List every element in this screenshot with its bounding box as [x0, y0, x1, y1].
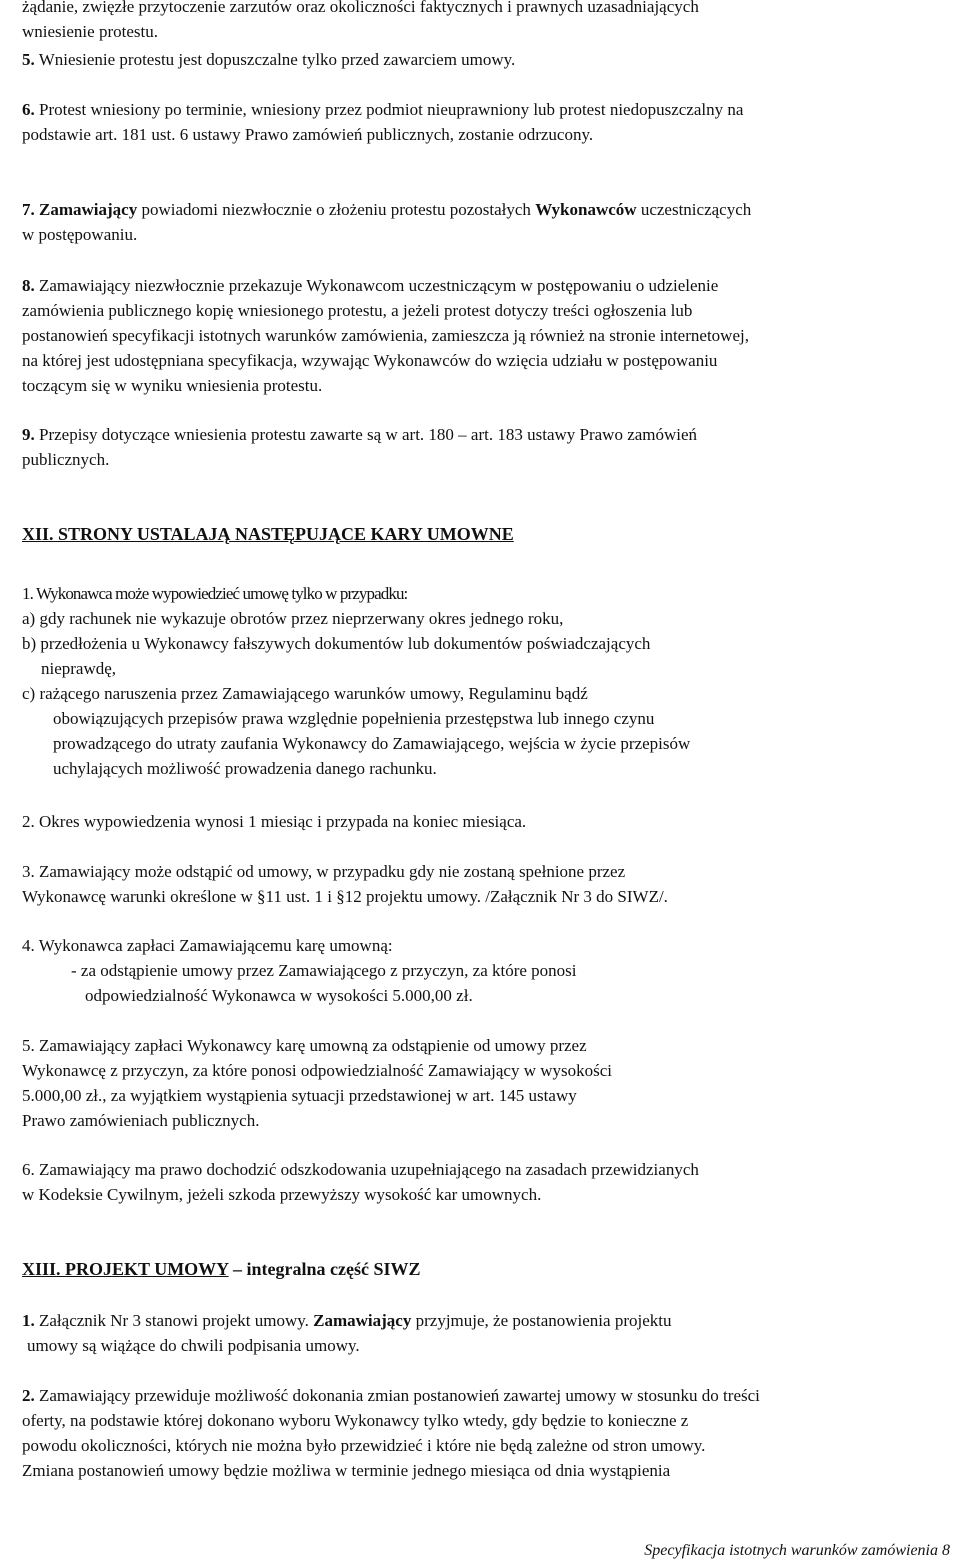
paragraph-6	[22, 97, 952, 147]
text-line: Prawo zamówieniach publicznych.	[22, 1111, 260, 1130]
text-line: umowy są wiążące do chwili podpisania umowy.	[27, 1336, 360, 1355]
penalty-item-1	[22, 581, 952, 781]
text-line: 5.000,00 zł., za wyjątkiem wystąpienia sytuacji przedstawionej w art. 145 ustawy	[22, 1086, 577, 1105]
list-item-a: a) gdy rachunek nie wykazuje obrotów przez nieprzerwany okres jednego roku,	[22, 609, 564, 628]
text-line: prowadzącego do utraty zaufania Wykonawcy do Zamawiającego, wejścia w życie przepisów	[53, 734, 691, 753]
text-line: w postępowaniu.	[22, 225, 138, 244]
text-line: zamówienia publicznego kopię wniesionego protestu, a jeżeli protest dotyczy treści ogłoszenia lub	[22, 301, 693, 320]
item-number: 2.	[22, 1386, 35, 1405]
text-line: Wniesienie protestu jest dopuszczalne tylko przed zawarciem umowy.	[34, 50, 516, 69]
text-line: nieprawdę,	[41, 659, 117, 678]
section-13-heading	[22, 1257, 952, 1282]
page-footer: Specyfikacja istotnych warunków zamówienia 8	[644, 1542, 950, 1559]
text-line: Zmiana postanowień umowy będzie możliwa w terminie jednego miesiąca od dnia wystąpienia	[22, 1461, 671, 1480]
text-line: w Kodeksie Cywilnym, jeżeli szkoda przewyższy wysokość kar umownych.	[22, 1185, 542, 1204]
paragraph-5	[22, 47, 952, 72]
text-fragment: Załącznik Nr 3 stanowi projekt umowy.	[34, 1311, 314, 1330]
text-line: wniesienie protestu.	[22, 22, 158, 41]
text-line: Protest wniesiony po terminie, wniesiony przez podmiot nieuprawniony lub protest niedopuszczalny na	[34, 100, 744, 119]
text-line: postanowień specyfikacji istotnych warunków zamówienia, zamieszcza ją również na stronie internetowej,	[22, 326, 749, 345]
item-number: 7.	[22, 200, 35, 219]
text-line: 4. Wykonawca zapłaci Zamawiającemu karę umowną:	[22, 936, 393, 955]
text-line: 1. Wykonawca może wypowiedzieć umowę tylko w przypadku:	[22, 584, 408, 603]
text-line: obowiązujących przepisów prawa względnie popełnienia przestępstwa lub innego czynu	[53, 709, 655, 728]
section-12-heading	[22, 522, 952, 547]
item-number: 9.	[22, 425, 35, 444]
section-heading: XII. STRONY USTALAJĄ NASTĘPUJĄCE KARY UMOWNE	[22, 524, 514, 544]
text-line: - za odstąpienie umowy przez Zamawiającego z przyczyn, za które ponosi	[71, 961, 577, 980]
text-fragment: przyjmuje, że postanowienia projektu	[411, 1311, 672, 1330]
text-line: 6. Zamawiający ma prawo dochodzić odszkodowania uzupełniającego na zasadach przewidzianych	[22, 1160, 699, 1179]
paragraph-8	[22, 273, 952, 398]
list-item-c: c) rażącego naruszenia przez Zamawiającego warunków umowy, Regulaminu bądź	[22, 684, 588, 703]
section-heading: XIII. PROJEKT UMOWY	[22, 1259, 229, 1279]
paragraph-7	[22, 197, 952, 247]
penalty-item-3	[22, 859, 952, 909]
penalty-item-5	[22, 1033, 952, 1133]
text-line: 2. Okres wypowiedzenia wynosi 1 miesiąc i przypada na koniec miesiąca.	[22, 812, 527, 831]
project-item-1	[22, 1308, 952, 1358]
item-number: 5.	[22, 50, 35, 69]
text-line: odpowiedzialność Wykonawca w wysokości 5.000,00 zł.	[85, 986, 473, 1005]
text-line: żądanie, zwięzłe przytoczenie zarzutów oraz okoliczności faktycznych i prawnych uzasadniających	[22, 0, 699, 16]
text-fragment: powiadomi niezwłocznie o złożeniu protestu pozostałych	[137, 200, 536, 219]
section-heading-suffix: – integralna część SIWZ	[228, 1259, 421, 1279]
list-item-b: b) przedłożenia u Wykonawcy fałszywych dokumentów lub dokumentów poświadczających	[22, 634, 651, 653]
text-line: na której jest udostępniana specyfikacja, wzywając Wykonawców do wzięcia udziału w postępowaniu	[22, 351, 718, 370]
bold-term: Zamawiający	[313, 1311, 412, 1330]
text-line: uchylających możliwość prowadzenia danego rachunku.	[53, 759, 437, 778]
bold-term: Zamawiający	[39, 200, 138, 219]
text-line: Wykonawcę z przyczyn, za które ponosi odpowiedzialność Zamawiający w wysokości	[22, 1061, 612, 1080]
text-line: toczącym się w wyniku wniesienia protestu.	[22, 376, 323, 395]
text-line: oferty, na podstawie której dokonano wyboru Wykonawcy tylko wtedy, gdy będzie to konieczne z	[22, 1411, 689, 1430]
penalty-item-4	[22, 933, 952, 1008]
paragraph-4-continuation	[22, 0, 952, 44]
paragraph-9	[22, 422, 952, 472]
text-line: Zamawiający niezwłocznie przekazuje Wykonawcom uczestniczącym w postępowaniu o udzielenie	[34, 276, 719, 295]
penalty-item-6	[22, 1157, 952, 1207]
text-line: Przepisy dotyczące wniesienia protestu zawarte są w art. 180 – art. 183 ustawy Prawo zamówień	[34, 425, 698, 444]
penalty-item-2	[22, 809, 952, 834]
text-line: Wykonawcę warunki określone w §11 ust. 1 i §12 projektu umowy. /Załącznik Nr 3 do SIWZ/.	[22, 887, 668, 906]
text-line: publicznych.	[22, 450, 110, 469]
item-number: 1.	[22, 1311, 35, 1330]
text-line: 3. Zamawiający może odstąpić od umowy, w przypadku gdy nie zostaną spełnione przez	[22, 862, 626, 881]
text-line: podstawie art. 181 ust. 6 ustawy Prawo zamówień publicznych, zostanie odrzucony.	[22, 125, 594, 144]
text-line: powodu okoliczności, których nie można było przewidzieć i które nie będą zależne od stron umowy.	[22, 1436, 706, 1455]
bold-term: Wykonawców	[535, 200, 637, 219]
text-fragment: uczestniczących	[636, 200, 752, 219]
text-line: Zamawiający przewiduje możliwość dokonania zmian postanowień zawartej umowy w stosunku do treści	[34, 1386, 760, 1405]
item-number: 6.	[22, 100, 35, 119]
item-number: 8.	[22, 276, 35, 295]
text-line: 5. Zamawiający zapłaci Wykonawcy karę umowną za odstąpienie od umowy przez	[22, 1036, 587, 1055]
project-item-2	[22, 1383, 952, 1483]
